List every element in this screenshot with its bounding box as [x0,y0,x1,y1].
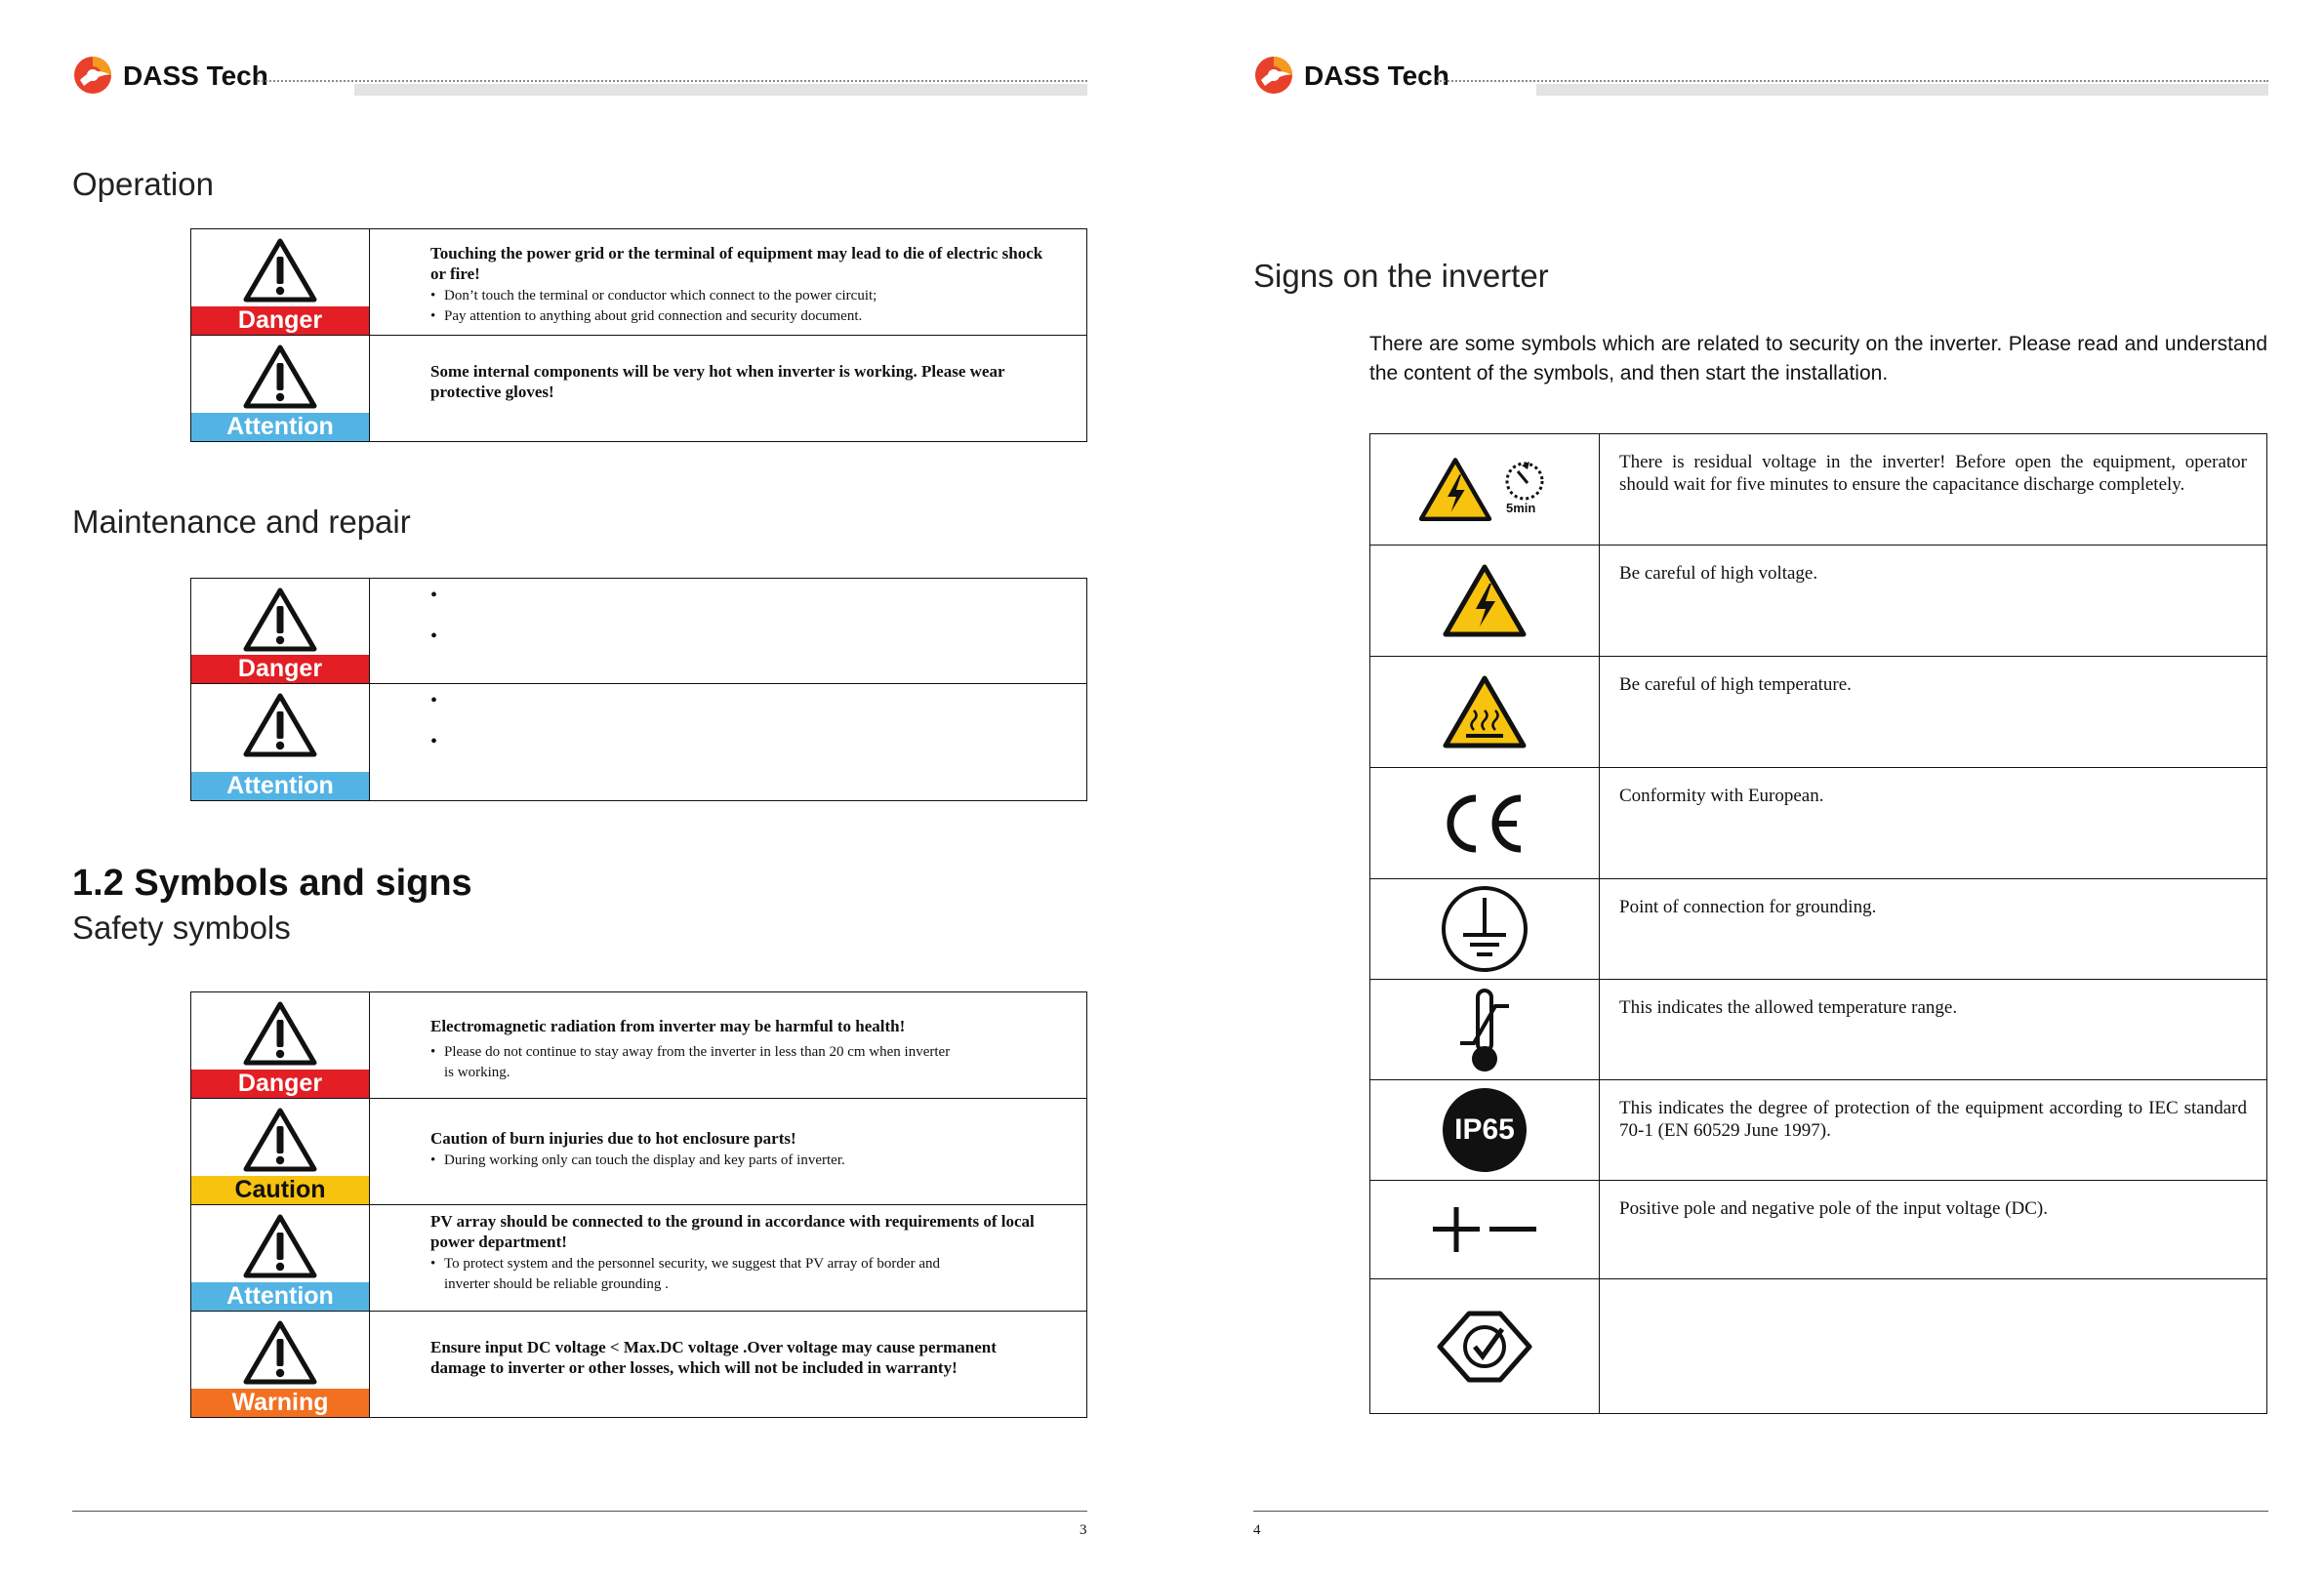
hot-surface-icon [1441,673,1529,751]
header-divider [1437,80,2268,82]
footer-divider [72,1511,1087,1512]
table-row [1370,980,2267,1080]
sign-description: This indicates the allowed temperature range. [1600,980,2267,1080]
warning-triangle-icon [242,344,318,410]
five-min-label: 5min [1506,500,1536,515]
warning-heading: Touching the power grid or the terminal of equipment may lead to die of electric shock or fire! [430,244,1043,283]
brand-name: DASS Tech [1304,61,1449,91]
warning-triangle-icon [242,237,318,303]
header-bar [1536,84,2268,96]
table-row [191,992,1087,1099]
dass-logo-icon [1253,55,1294,96]
warning-triangle-icon [242,1000,318,1067]
bullet-item: • To protect system and the personnel security, we suggest that PV array of border and inverter should be reliable grounding . [430,1254,1047,1295]
table-row [191,1205,1087,1312]
ce-mark-icon [1441,792,1529,855]
symbols-heading: 1.2 Symbols and signs [72,863,472,904]
danger-label: Danger [191,655,369,683]
bullet-item: • During working only can touch the display and key parts of inverter. [430,1151,1047,1171]
empty-bullet: • [430,690,438,711]
sign-description: This indicates the degree of protection of the equipment according to IEC standard 70-1 (EN 60529 June 1997). [1600,1080,2267,1181]
bullet-item: • Please do not continue to stay away from the inverter in less than 20 cm when inverter is working. [430,1042,959,1083]
ip65-icon: IP65 [1443,1088,1527,1172]
empty-bullet: • [430,626,438,647]
warning-triangle-icon [242,1107,318,1173]
attention-label: Attention [191,1282,369,1311]
safety-table [190,991,1087,1418]
page-header [1253,55,2268,103]
table-row [191,1099,1087,1205]
table-row [191,336,1087,442]
signs-table [1369,433,2267,1414]
maintenance-table [190,578,1087,801]
sign-description: Be careful of high temperature. [1600,657,2267,768]
brand-name: DASS Tech [123,61,268,91]
empty-bullet: • [430,731,438,752]
page-number: 4 [1253,1522,1261,1538]
table-row [1370,434,2267,546]
warning-heading: Some internal components will be very hot when inverter is working. Please wear protective gloves! [430,362,1005,401]
signs-title: Signs on the inverter [1253,258,1549,294]
danger-label: Danger [191,306,369,335]
page-header [72,55,1087,103]
table-row [1370,657,2267,768]
header-divider [258,80,1087,82]
footer-divider [1253,1511,2268,1512]
temperature-range-icon [1450,985,1519,1074]
high-voltage-icon [1441,562,1529,640]
table-row [1370,879,2267,980]
page-number: 3 [1080,1522,1087,1538]
caution-label: Caution [191,1176,369,1204]
sign-description [1600,1279,2267,1414]
table-row [1370,1181,2267,1279]
table-row [191,229,1087,336]
dass-logo-icon [72,55,113,96]
table-row [191,684,1087,801]
operation-title: Operation [72,166,214,202]
table-row [1370,1279,2267,1414]
polarity-icon [1431,1205,1538,1254]
table-row [1370,768,2267,879]
attention-label: Attention [191,413,369,441]
bullet-item: • Pay attention to anything about grid connection and security document. [430,306,1047,327]
sign-description: Conformity with European. [1600,768,2267,879]
warning-heading: Electromagnetic radiation from inverter may be harmful to health! [430,1017,906,1035]
ground-icon [1440,884,1529,974]
operation-table [190,228,1087,442]
warning-triangle-icon [242,692,318,758]
warning-triangle-icon [242,1319,318,1386]
table-row [1370,546,2267,657]
warning-label: Warning [191,1389,369,1417]
sign-description: Positive pole and negative pole of the input voltage (DC). [1600,1181,2267,1279]
sign-description: Be careful of high voltage. [1600,546,2267,657]
signs-intro: There are some symbols which are related to security on the inverter. Please read and understand the content of the symbols, and then start the installation. [1369,333,2267,384]
sign-description: Point of connection for grounding. [1600,879,2267,980]
high-voltage-5min-icon [1416,456,1553,524]
bullet-item: • Don’t touch the terminal or conductor which connect to the power circuit; [430,286,1047,306]
table-row [1370,1080,2267,1181]
safety-symbols-title: Safety symbols [72,910,291,946]
danger-label: Danger [191,1070,369,1098]
warning-heading: Ensure input DC voltage < Max.DC voltage .Over voltage may cause permanent damage to inverter or other losses, which will not be included in warranty! [430,1338,997,1377]
page-right [1162,0,2324,1577]
maintenance-title: Maintenance and repair [72,504,411,540]
table-row [191,579,1087,684]
warning-triangle-icon [242,586,318,653]
table-row [191,1312,1087,1418]
sign-description: There is residual voltage in the inverter! Before open the equipment, operator should wait for five minutes to ensure the capacitance discharge completely. [1600,434,2267,546]
header-bar [354,84,1087,96]
warning-heading: PV array should be connected to the ground in accordance with requirements of local power department! [430,1212,1035,1251]
rcm-mark-icon [1434,1308,1535,1386]
warning-triangle-icon [242,1213,318,1279]
empty-bullet: • [430,585,438,606]
attention-label: Attention [191,772,369,800]
warning-heading: Caution of burn injuries due to hot enclosure parts! [430,1129,796,1148]
